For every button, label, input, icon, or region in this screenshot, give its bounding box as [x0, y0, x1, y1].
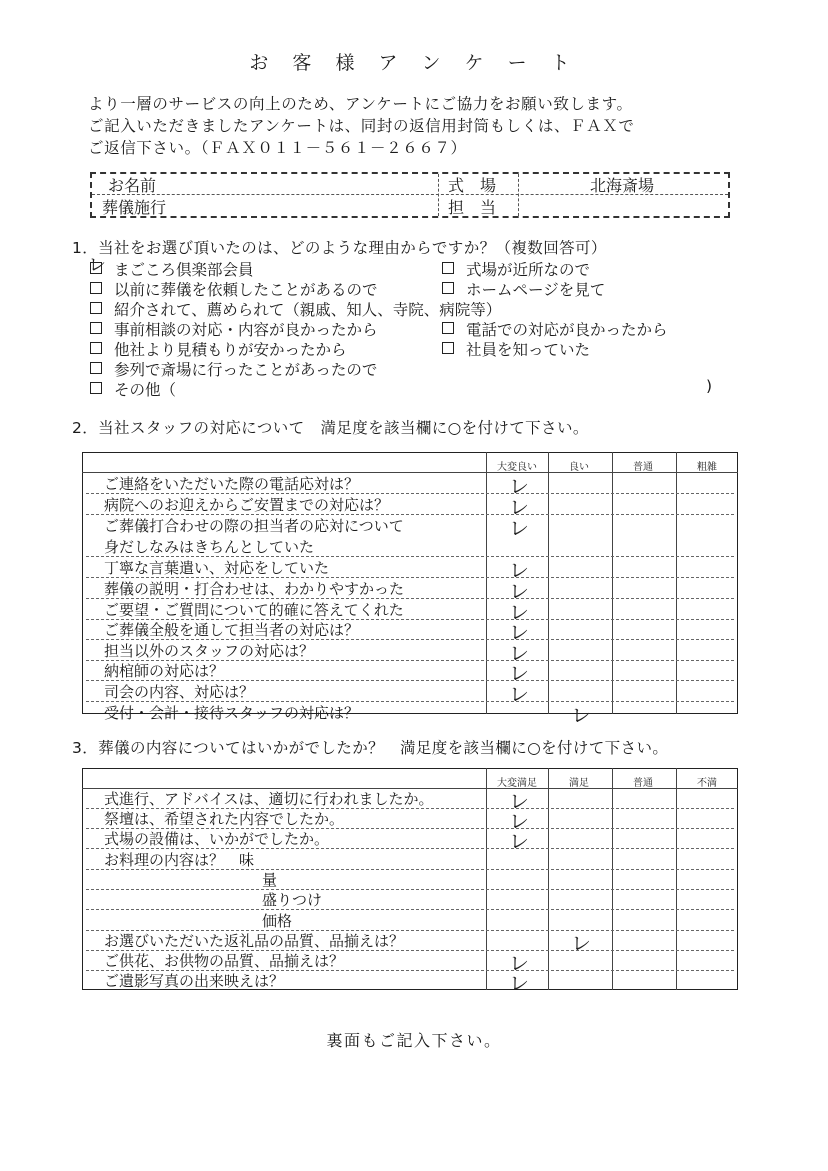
option-label: まごころ倶楽部会員	[114, 261, 254, 279]
check-mark-icon: レ	[509, 789, 529, 813]
table-row: ご葬儀全般を通して担当者の対応は？	[104, 621, 360, 639]
table-row: 価格	[262, 911, 293, 930]
checkbox[interactable]	[90, 282, 102, 294]
option-label: 紹介されて、薦められて（親戚、知人、寺院、病院等）	[114, 301, 502, 319]
check-mark-icon: レ	[509, 516, 529, 540]
table-row: 司会の内容、対応は？	[104, 682, 255, 701]
divider	[548, 768, 549, 990]
table-row: お選びいただいた返礼品の品質、品揃えは？	[104, 932, 405, 950]
divider	[676, 768, 677, 990]
option-label: 参列で斎場に行ったことがあったので	[114, 361, 378, 379]
divider	[676, 452, 677, 714]
checkbox[interactable]	[442, 342, 454, 354]
divider	[612, 452, 613, 714]
option-label: 他社より見積もりが安かったから	[114, 341, 347, 359]
column-header: 普通	[633, 462, 653, 473]
check-mark-icon: レ	[509, 951, 529, 975]
check-mark-icon: レ	[509, 971, 529, 995]
check-mark-icon: レ	[509, 599, 529, 624]
checkbox-option[interactable]	[442, 258, 590, 280]
check-mark-icon: レ	[571, 702, 591, 727]
divider	[86, 909, 734, 910]
table-row: 葬儀の説明・打合わせは、わかりやすかった	[104, 579, 405, 598]
checkbox-option[interactable]	[442, 278, 605, 300]
divider	[486, 768, 487, 990]
table-row: ご葬儀打合わせの際の担当者の応対について	[104, 517, 404, 535]
table-row: 丁寧な言葉遣い、対応をしていた	[104, 558, 330, 577]
column-header: 大変良い	[497, 462, 537, 473]
option-label: 事前相談の対応・内容が良かったから	[114, 321, 378, 339]
venue-label: 式 場	[448, 176, 497, 195]
checkbox-option[interactable]	[90, 378, 176, 400]
column-header: 良い	[569, 462, 589, 473]
checkbox-option[interactable]	[90, 318, 378, 340]
checkbox[interactable]	[90, 322, 102, 334]
footer-note: 裏面もご記入下さい。	[326, 1031, 502, 1050]
check-mark-icon: レ	[509, 494, 529, 519]
divider	[438, 174, 439, 216]
intro-line-1: より一層のサービスの向上のため、アンケートにご協力をお願い致します。	[88, 95, 633, 113]
option-label: ホームページを見て	[466, 281, 606, 299]
check-mark-icon: レ	[509, 640, 529, 665]
q3-question: 3．葬儀の内容についてはいかがでしたか？ 満足度を該当欄に○を付けて下さい。	[72, 739, 669, 757]
intro-line-3: ご返信下さい。（ＦＡＸ０１１－５６１－２６６７）	[88, 139, 467, 157]
checkbox-option[interactable]	[90, 338, 347, 360]
checkbox-option[interactable]	[88, 255, 254, 280]
table-row: 式場の設備は、いかがでしたか。	[104, 830, 330, 848]
checkbox-option[interactable]	[442, 338, 590, 360]
q1-other-close: )	[706, 377, 713, 395]
checkbox[interactable]	[90, 382, 102, 394]
table-row: 祭壇は、希望された内容でしたか。	[104, 810, 345, 828]
checkbox[interactable]	[442, 322, 454, 334]
checkbox-option[interactable]	[90, 358, 377, 380]
table-row: ご要望・ご質問について的確に答えてくれた	[104, 600, 404, 619]
staff-label: 担 当	[448, 198, 497, 217]
check-mark-icon: レ	[509, 681, 529, 706]
column-header: 大変満足	[497, 778, 537, 789]
checkbox-option[interactable]	[90, 298, 501, 320]
table-row: 担当以外のスタッフの対応は？	[104, 641, 315, 660]
table-row: ご連絡をいただいた際の電話応対は？	[104, 474, 360, 493]
table-row: 病院へのお迎えからご安置までの対応は？	[104, 495, 390, 514]
table-row: 身だしなみはきちんとしていた	[104, 538, 315, 556]
check-mark-icon: レ	[509, 620, 529, 644]
check-mark-icon: レ	[509, 557, 529, 582]
column-header: 満足	[569, 778, 589, 789]
check-mark-icon: レ	[509, 473, 529, 498]
intro-line-2: ご記入いただきましたアンケートは、同封の返信用封筒もしくは、ＦＡＸで	[88, 117, 635, 135]
table-row: 量	[262, 871, 278, 889]
check-mark-icon: レ	[509, 661, 529, 685]
column-header: 粗雑	[697, 462, 717, 473]
checkbox[interactable]	[90, 302, 102, 314]
option-label: 電話での対応が良かったから	[466, 321, 668, 339]
checkbox[interactable]	[442, 262, 454, 274]
checkbox[interactable]	[90, 342, 102, 354]
column-header: 普通	[633, 778, 653, 789]
table-row: お料理の内容は？ 味	[104, 850, 255, 869]
table-row: ご遺影写真の出来映えは？	[104, 972, 285, 990]
divider	[86, 869, 734, 870]
page-title: お 客 様 ア ン ケ ー ト	[249, 52, 579, 74]
option-label: 式場が近所なので	[466, 261, 591, 279]
q1-question: 1．当社をお選び頂いたのは、どのような理由からですか？（複数回答可）	[72, 239, 607, 257]
table-row: 式進行、アドバイスは、適切に行われましたか。	[104, 790, 434, 808]
option-label: その他（	[114, 381, 177, 399]
divider	[518, 174, 519, 216]
divider	[86, 889, 734, 890]
check-mark-icon: レ	[509, 578, 529, 603]
checkbox[interactable]	[442, 282, 454, 294]
ceremony-label: 葬儀施行	[102, 198, 167, 217]
name-label: お名前	[108, 176, 157, 195]
divider	[548, 452, 549, 714]
table-row: ご供花、お供物の品質、品揃えは？	[104, 952, 345, 970]
q2-question: 2．当社スタッフの対応について 満足度を該当欄に○を付けて下さい。	[72, 419, 589, 437]
check-mark-icon: レ	[509, 809, 529, 833]
table-row: 受付・会計・接待スタッフの対応は？	[104, 703, 360, 722]
check-mark-icon: レ	[571, 931, 591, 955]
checkbox-option[interactable]	[90, 278, 378, 300]
option-label: 以前に葬儀を依頼したことがあるので	[114, 281, 378, 299]
column-header: 不満	[697, 778, 717, 789]
table-row: 盛りつけ	[262, 891, 323, 909]
divider	[486, 452, 487, 714]
table-row: 納棺師の対応は？	[104, 662, 225, 680]
venue-value: 北海斎場	[590, 176, 655, 195]
check-mark-icon: レ	[509, 829, 529, 853]
checkbox[interactable]	[88, 255, 106, 276]
check-mark-icon: レ	[88, 255, 106, 276]
divider	[612, 768, 613, 990]
checkbox[interactable]	[90, 362, 102, 374]
option-label: 社員を知っていた	[466, 341, 591, 359]
checkbox-option[interactable]	[442, 318, 668, 340]
